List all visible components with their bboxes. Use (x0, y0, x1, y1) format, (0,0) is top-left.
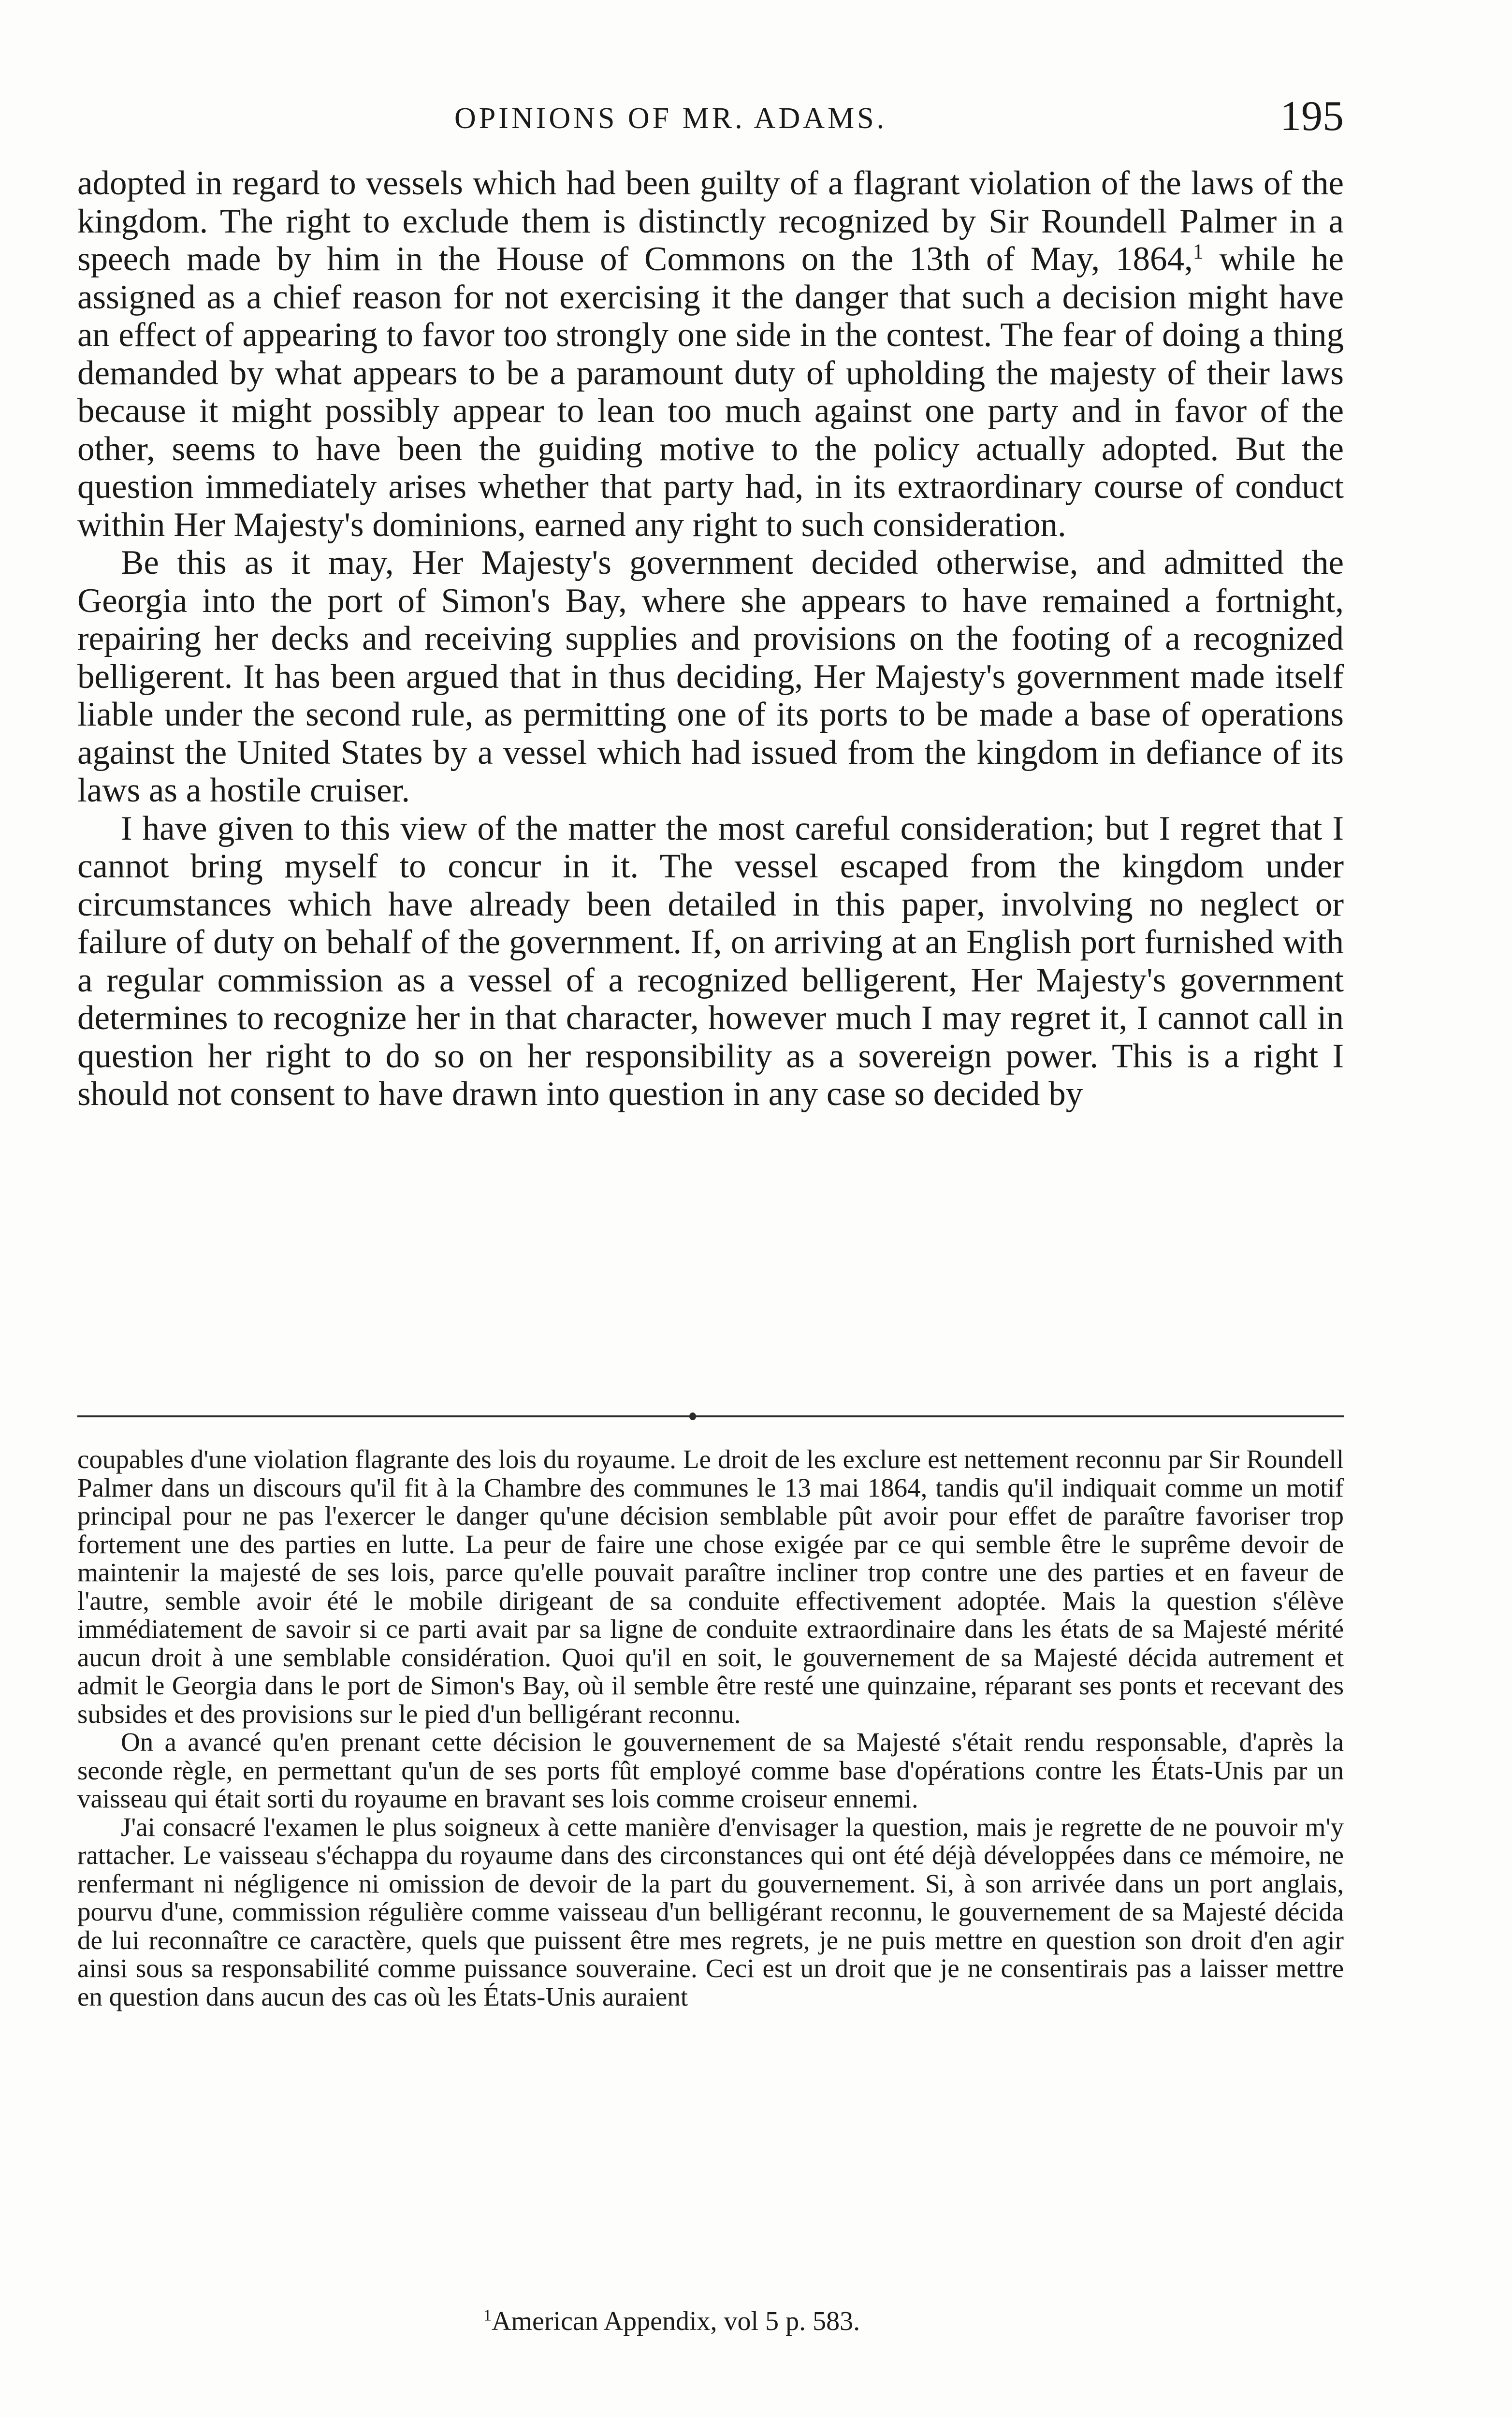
main-paragraph-2: Be this as it may, Her Majesty's government decided otherwise, and admitted the Georgia into the port of Simon's Bay, where she appears to have remained a fortnight, repairing her decks and receiving supplies and provisions on the footing of a recognized belligerent. It has been argued that in thus deciding, Her Majesty's government made itself liable under the second rule, as permitting one of its ports to be made a base of operations against the United States by a vessel which had issued from the kingdom in defiance of its laws as a hostile cruiser. (77, 544, 1344, 809)
translation-paragraph-3: J'ai consacré l'examen le plus soigneux à cette manière d'envisager la question, mais je regrette de ne pouvoir m'y rattacher. Le vaisseau s'échappa du royaume dans des circonstances qui ont été déjà développées dans ce mémoire, ne renfermant ni négligence ni omission de devoir de la part du gouvernement. Si, à son arrivée dans un port anglais, pourvu d'une, commission régulière comme vaisseau d'un belligérant reconnu, le gouvernement de sa Majesté décida de lui reconnaître ce caractère, quels que puissent être mes regrets, je ne puis mettre en question son droit d'en agir ainsi sous sa responsabilité comme puissance souveraine. Ceci est un droit que je ne consentirais pas a laisser mettre en question dans aucun des cas où les États-Unis auraient (77, 1812, 1344, 2011)
french-translation-text (77, 1445, 1344, 2011)
translation-paragraph-2: On a avancé qu'en prenant cette décision le gouvernement de sa Majesté s'était rendu responsable, d'après la seconde règle, en permettant qu'un de ses ports fût employé comme base d'opérations contre les États-Unis par un vaisseau qui était sorti du royaume en bravant ses lois comme croiseur ennemi. (77, 1727, 1344, 1813)
separator-rule (77, 1415, 1344, 1417)
separator-dot (689, 1412, 696, 1420)
footnote (483, 2306, 1160, 2337)
footnote-text: American Appendix, vol 5 p. 583. (492, 2306, 860, 2336)
page-number: 195 (1280, 93, 1344, 140)
footnote-mark: 1 (483, 2306, 492, 2325)
main-paragraph-1-text-a: adopted in regard to vessels which had been guilty of a flagrant violation of the laws of the kingdom. The right to exclude them is distinctly recognized by Sir Roundell Palmer in a speech made by him in the House of Commons on the 13th of May, 1864, (77, 164, 1344, 278)
main-paragraph-1 (77, 164, 1344, 544)
footnote-reference-mark: 1 (1192, 239, 1204, 263)
page-header (77, 92, 1344, 145)
main-paragraph-3: I have given to this view of the matter the most careful consideration; but I regret that I cannot bring myself to concur in it. The vessel escaped from the kingdom under circumstances which have already been detailed in this paper, involving no neglect or failure of duty on behalf of the government. If, on arriving at an English port furnished with a regular commission as a vessel of a recognized belligerent, Her Majesty's government determines to recognize her in that character, however much I may regret it, I cannot call in question her right to do so on her responsibility as a sovereign power. This is a right I should not consent to have drawn into question in any case so decided by (77, 809, 1344, 1113)
translation-paragraph-1: coupables d'une violation flagrante des lois du royaume. Le droit de les exclure est nettement reconnu par Sir Roundell Palmer dans un discours qu'il fit à la Chambre des communes le 13 mai 1864, tandis qu'il indiquait comme un motif principal pour ne pas l'exercer le danger qu'une décision semblable pût avoir pour effet de paraître favoriser trop fortement une des parties en lutte. La peur de faire une chose exigée par ce qui semble être le suprême devoir de maintenir la majesté de ses lois, parce qu'elle pouvait paraître incliner trop contre une des parties et en faveur de l'autre, semble avoir été le mobile dirigeant de sa conduite effectivement adoptée. Mais la question s'élève immédiatement de savoir si ce parti avait par sa ligne de conduite extraordinaire dans les états de sa Majesté mérité aucun droit à une semblable considération. Quoi qu'il en soit, le gouvernement de sa Majesté décida autrement et admit le Georgia dans le port de Simon's Bay, où il semble être resté une quinzaine, réparant ses ponts et recevant des subsides et des provisions sur le pied d'un belligérant reconnu. (77, 1444, 1344, 1729)
running-title: OPINIONS OF MR. ADAMS. (454, 102, 887, 135)
main-paragraph-1-text-b: while he assigned as a chief reason for not exercising it the danger that such a decision might have an effect of appearing to favor too strongly one side in the contest. The fear of doing a thing demanded by what appears to be a paramount duty of upholding the majesty of their laws because it might possibly appear to lean too much against one party and in favor of the other, seems to have been the guiding motive to the policy actually adopted. But the question immediately arises whether that party had, in its extraordinary course of conduct within Her Majesty's dominions, earned any right to such consideration. (77, 240, 1344, 544)
main-english-text (77, 164, 1344, 1113)
